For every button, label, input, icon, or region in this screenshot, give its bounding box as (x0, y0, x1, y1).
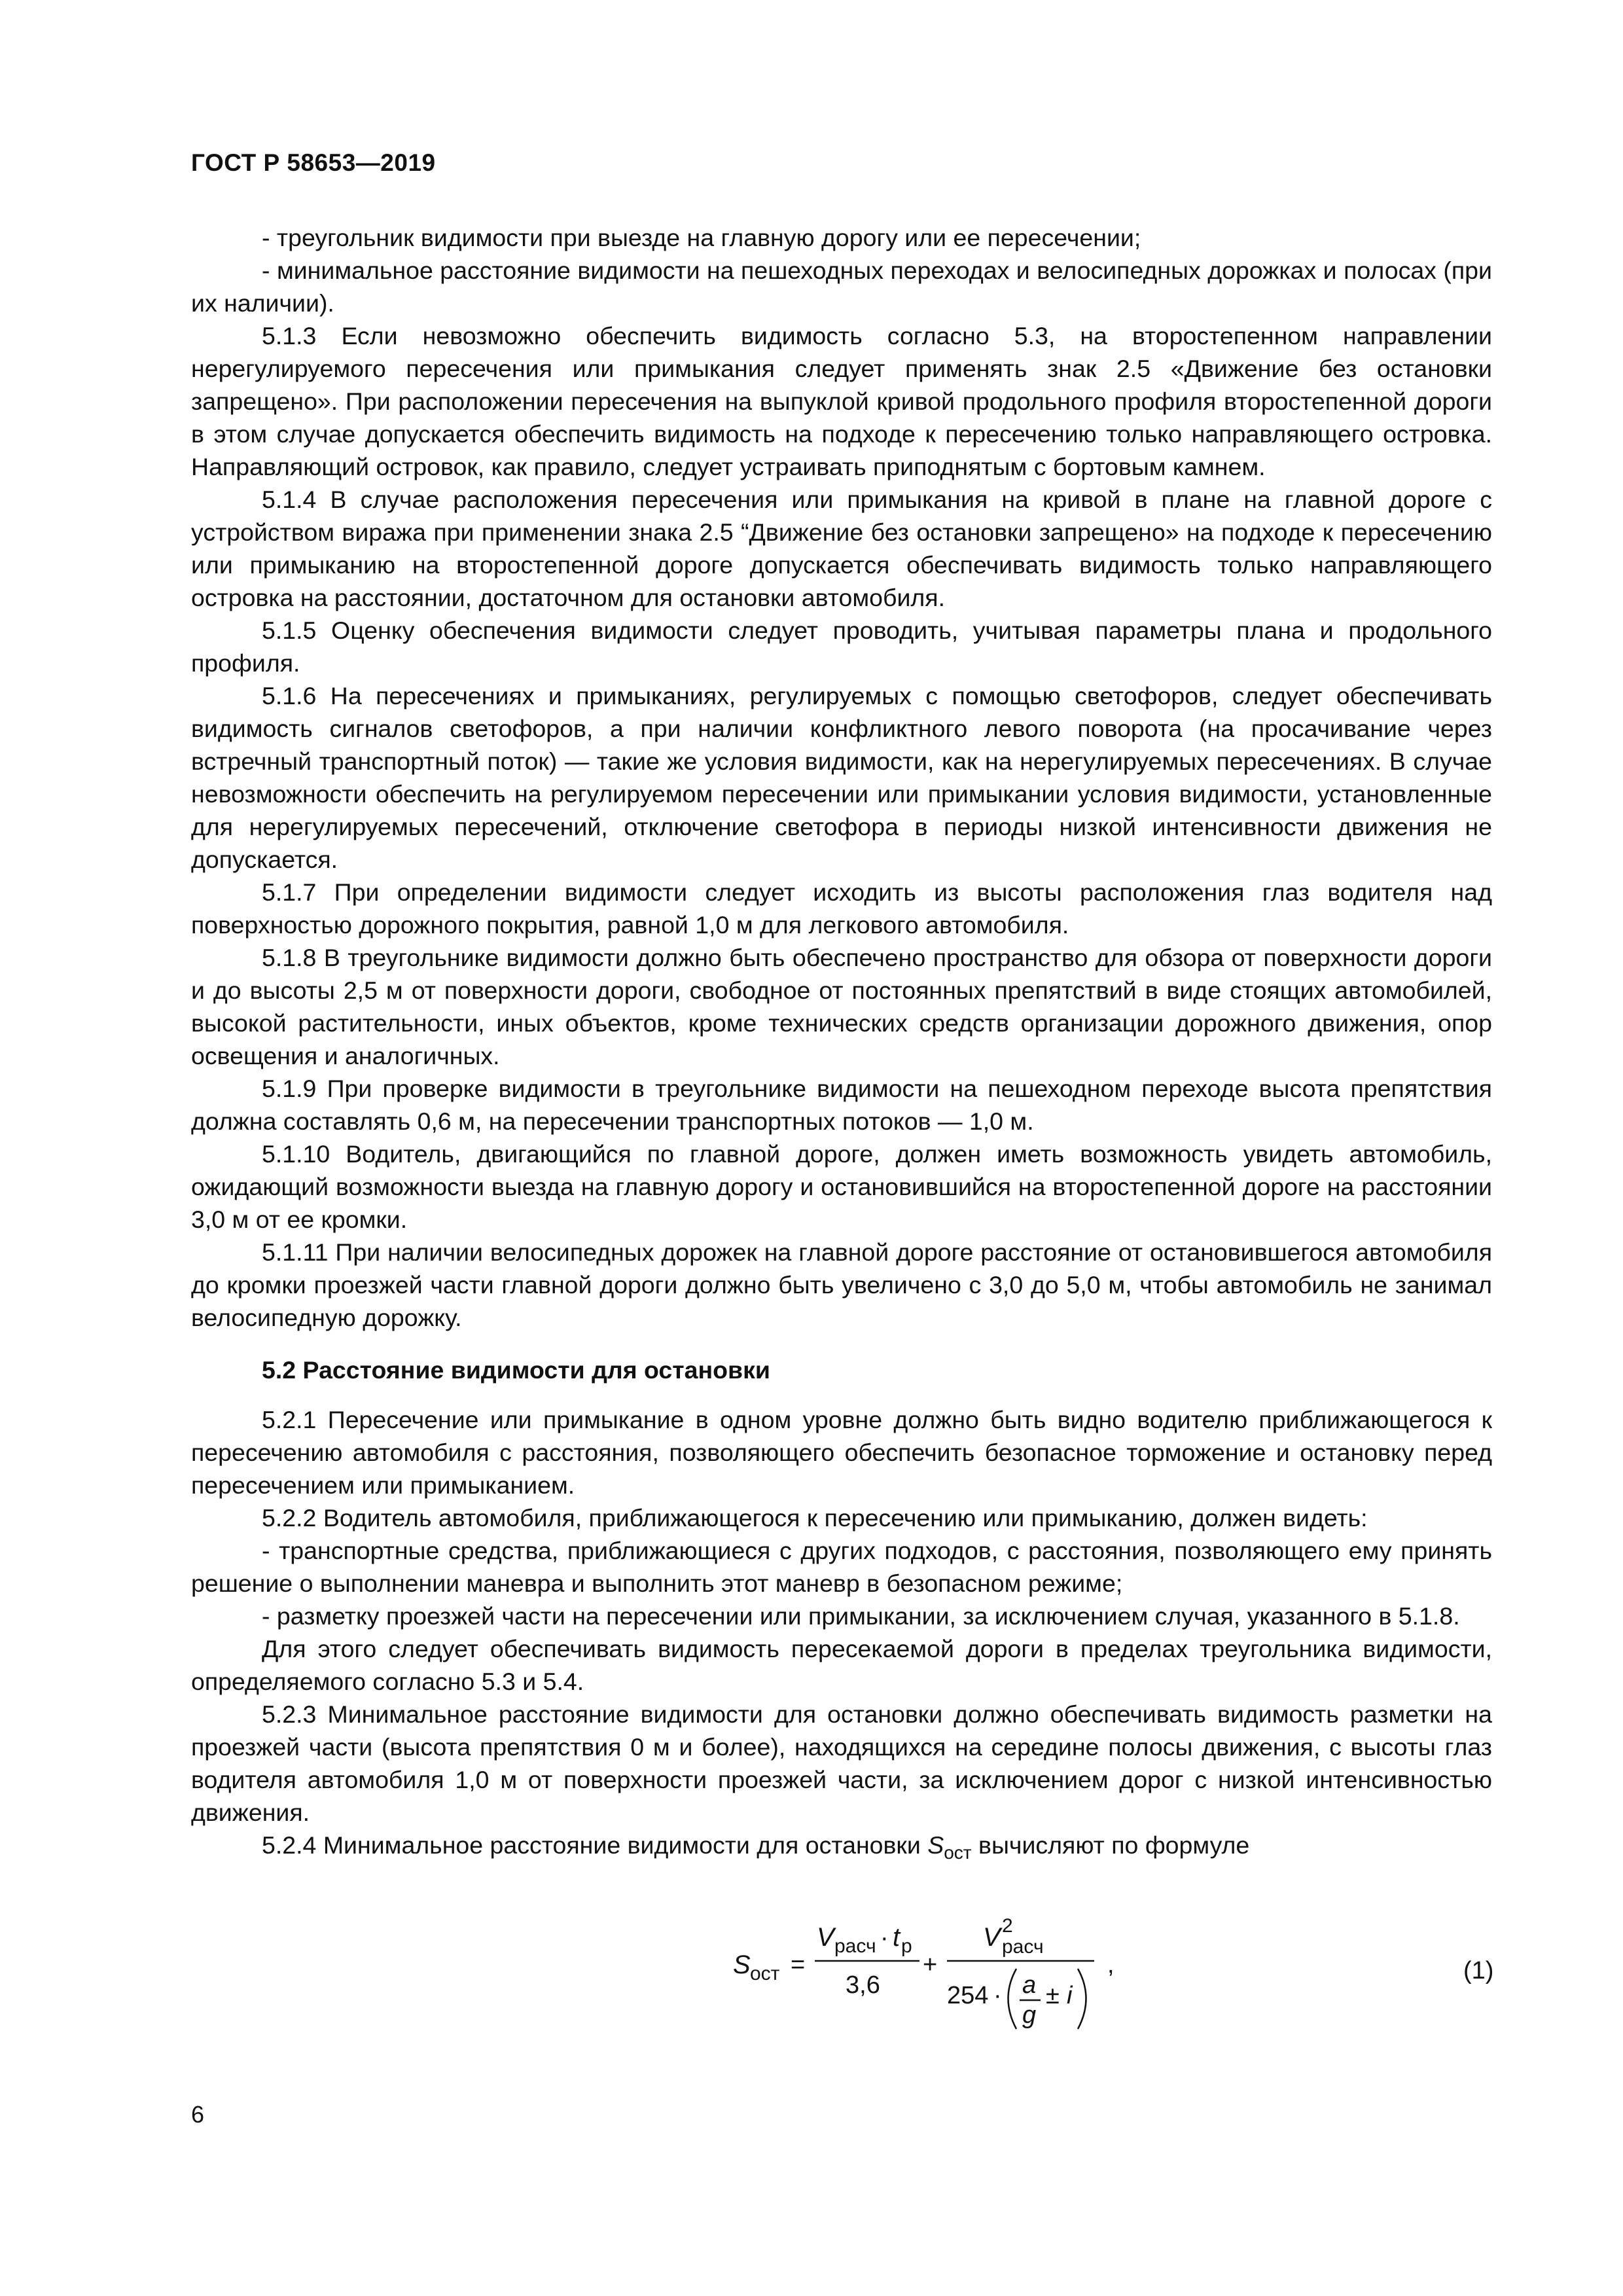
formula-t2-v: V (983, 1923, 1001, 1952)
paragraph: 5.2.3 Минимальное расстояние видимости для остановки должно обеспечивать видимость разметки на проезжей части (высота препятствия 0 м и более), находящихся на середине полосы движения, с высоты глаз водителя автомобиля 1,0 м от поверхности проезжей части, за исключением дорог с низкой интенсивностью движения. (191, 1700, 1492, 1826)
paragraph: 5.1.6 На пересечениях и примыканиях, регулируемых с помощью светофоров, следует обеспечивать видимость сигналов светофоров, а при наличии конфликтного левого поворота (на просачивание через встречный транспортный поток) — такие же условия видимости, как на нерегулируемых пересечениях. В случае невозможности обеспечить на регулируемом пересечении или примыкании условия видимости, установленные для нерегулируемых пересечений, отключение светофора в периоды низкой интенсивности движения не допускается. (191, 682, 1492, 873)
paragraph: 5.2.2 Водитель автомобиля, приближающегося к пересечению или примыканию, должен видеть: (262, 1504, 1368, 1532)
formula-lhs: S (733, 1950, 751, 1979)
formula-comma: , (1107, 1951, 1115, 1979)
formula-1 (0, 1916, 1623, 2067)
paragraph: 5.1.7 При определении видимости следует исходить из высоты расположения глаз водителя над поверхностью дорожного покрытия, равной 1,0 м для легкового автомобиля. (191, 878, 1492, 939)
document-header: ГОСТ Р 58653—2019 (191, 149, 436, 176)
formula-t2-dot: · (993, 1982, 1002, 2009)
formula-intro-text: 5.2.4 Минимальное расстояние видимости для остановки (262, 1831, 928, 1859)
paragraph: 5.1.3 Если невозможно обеспечить видимость согласно 5.3, на второстепенном направлении нерегулируемого пересечения или примыкания следует применять знак 2.5 «Движение без остановки запрещено». При расположении пересечения на выпуклой кривой продольного профиля второстепенной дороги в этом случае допускается обеспечить видимость на подходе к пересечению только направляющего островка. Направляющий островок, как правило, следует устраивать приподнятым с бортовым камнем. (191, 322, 1492, 480)
formula-pm: ± (1046, 1982, 1060, 2009)
paragraph: 5.1.8 В треугольнике видимости должно быть обеспечено пространство для обзора от поверхности дороги и до высоты 2,5 м от поверхности дороги, свободное от постоянных препятствий в виде стоящих автомобилей, высокой растительности, иных объектов, кроме технических средств организации дорожного движения, опор освещения и аналогичных. (191, 944, 1492, 1069)
paragraph: 5.1.9 При проверке видимости в треугольнике видимости на пешеходном переходе высота препятствия должна составлять 0,6 м, на пересечении транспортных потоков — 1,0 м. (191, 1075, 1492, 1135)
formula-t1-v-sub: расч (834, 1935, 876, 1957)
paragraph: - треугольник видимости при выезде на главную дорогу или ее пересечении; (262, 224, 1141, 251)
formula-t2-sup: 2 (1002, 1916, 1013, 1937)
formula-intro-var-sub: ост (944, 1842, 972, 1863)
formula-t2-sub: расч (1002, 1936, 1044, 1958)
paragraph: - разметку проезжей части на пересечении или примыкании, за исключением случая, указанного в 5.1.8. (262, 1602, 1460, 1630)
formula-t1-dot: · (880, 1924, 889, 1952)
formula-t1-denominator: 3,6 (846, 1971, 880, 1999)
formula-lhs-sub: ост (750, 1963, 780, 1984)
paragraph: - транспортные средства, приближающиеся с других подходов, с расстояния, позволяющего ему принять решение о выполнении маневра и выполнить этот маневр в безопасном режиме; (191, 1537, 1492, 1597)
paragraph: - минимальное расстояние видимости на пешеходных переходах и велосипедных дорожках и полосах (при их наличии). (191, 257, 1492, 317)
paragraph: 5.1.10 Водитель, двигающийся по главной дороге, должен иметь возможность увидеть автомобиль, ожидающий возможности выезда на главную дорогу и остановившийся на второстепенной дороге на расстоянии 3,0 м от ее кромки. (191, 1140, 1492, 1233)
paragraph: 5.2.1 Пересечение или примыкание в одном уровне должно быть видно водителю приближающегося к пересечению автомобиля с расстояния, позволяющего обеспечить безопасное торможение и остановку перед пересечением или примыканием. (191, 1406, 1492, 1499)
formula-frac-a: a (1022, 1971, 1037, 1999)
formula-intro (191, 1829, 1492, 1869)
formula-t1-t-sub: р (901, 1935, 912, 1957)
formula-equals: = (791, 1951, 806, 1979)
formula-intro-text-after: вычисляют по формуле (971, 1831, 1250, 1859)
document-body (191, 221, 1492, 1869)
formula-left-paren (1008, 1969, 1017, 2029)
formula-t1-v: V (817, 1923, 834, 1952)
paragraph: 5.1.4 В случае расположения пересечения или примыкания на кривой в плане на главной дороге с устройством виража при применении знака 2.5 “Движение без остановки запрещено» на подходе к пересечению или примыканию на второстепенной дороге допускается обеспечивать видимость только направляющего островка на расстоянии, достаточном для остановки автомобиля. (191, 486, 1492, 611)
formula-number: (1) (1463, 1957, 1494, 1984)
formula-t1-t: t (893, 1923, 901, 1952)
formula-right-paren (1078, 1969, 1086, 2029)
formula-intro-var: S (927, 1831, 944, 1859)
formula-t2-coef: 254 (947, 1982, 989, 2009)
formula-frac-g: g (1022, 2001, 1037, 2029)
paragraph: 5.1.5 Оценку обеспечения видимости следует проводить, учитывая параметры плана и продольного профиля. (191, 617, 1492, 677)
paragraph: 5.1.11 При наличии велосипедных дорожек на главной дороге расстояние от остановившегося автомобиля до кромки проезжей части главной дороги должно быть увеличено с 3,0 до 5,0 м, чтобы автомобиль не занимал велосипедную дорожку. (191, 1238, 1492, 1331)
formula-i: i (1067, 1982, 1073, 2009)
page-number: 6 (191, 2101, 205, 2128)
formula-plus: + (923, 1951, 938, 1979)
section-heading: 5.2 Расстояние видимости для остановки (262, 1356, 770, 1384)
paragraph: Для этого следует обеспечивать видимость пересекаемой дороги в пределах треугольника видимости, определяемого согласно 5.3 и 5.4. (191, 1635, 1492, 1695)
